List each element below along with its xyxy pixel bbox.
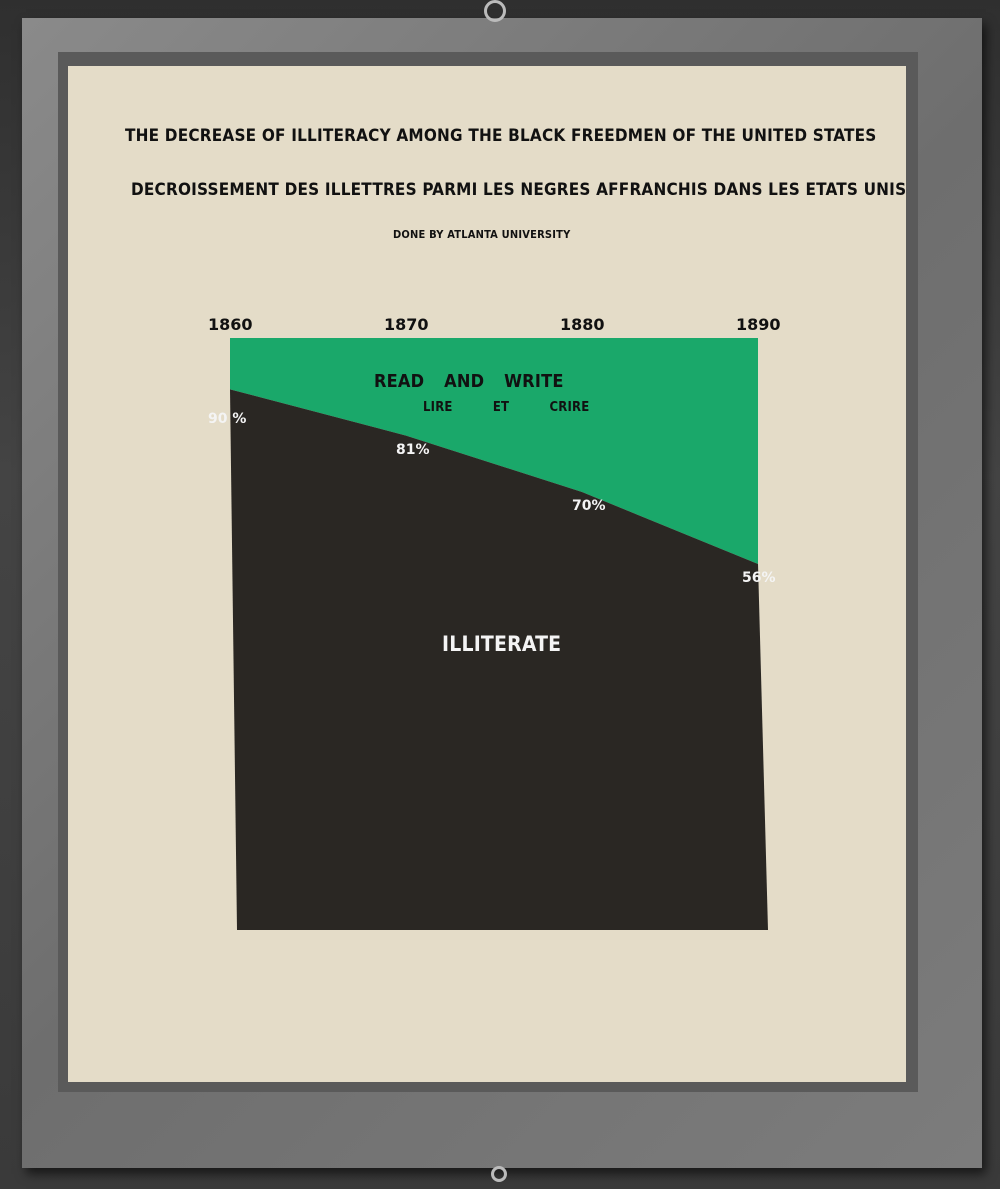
chart-title-french: DECROISSEMENT DES ILLETTRES PARMI LES NEGRES AFFRANCHIS DANS LES ETATS UNIS: [131, 180, 907, 200]
value-label-1870: 81%: [396, 441, 430, 458]
value-label-1890: 56%: [742, 569, 776, 586]
x-tick-label-1890: 1890: [736, 315, 781, 334]
read-write-label: READ AND WRITE: [374, 371, 564, 392]
value-label-1860: 90 %: [208, 411, 247, 428]
x-tick-label-1880: 1880: [560, 315, 605, 334]
illiterate-label: ILLITERATE: [442, 632, 562, 656]
x-tick-label-1860: 1860: [208, 315, 253, 334]
chart-credit: DONE BY ATLANTA UNIVERSITY: [393, 228, 571, 241]
read-write-label-french: LIRE ET CRIRE: [423, 400, 590, 415]
x-tick-label-1870: 1870: [384, 315, 429, 334]
chart-title-english: THE DECREASE OF ILLITERACY AMONG THE BLACK FREEDMEN OF THE UNITED STATES: [125, 126, 877, 146]
value-label-1880: 70%: [572, 498, 606, 515]
